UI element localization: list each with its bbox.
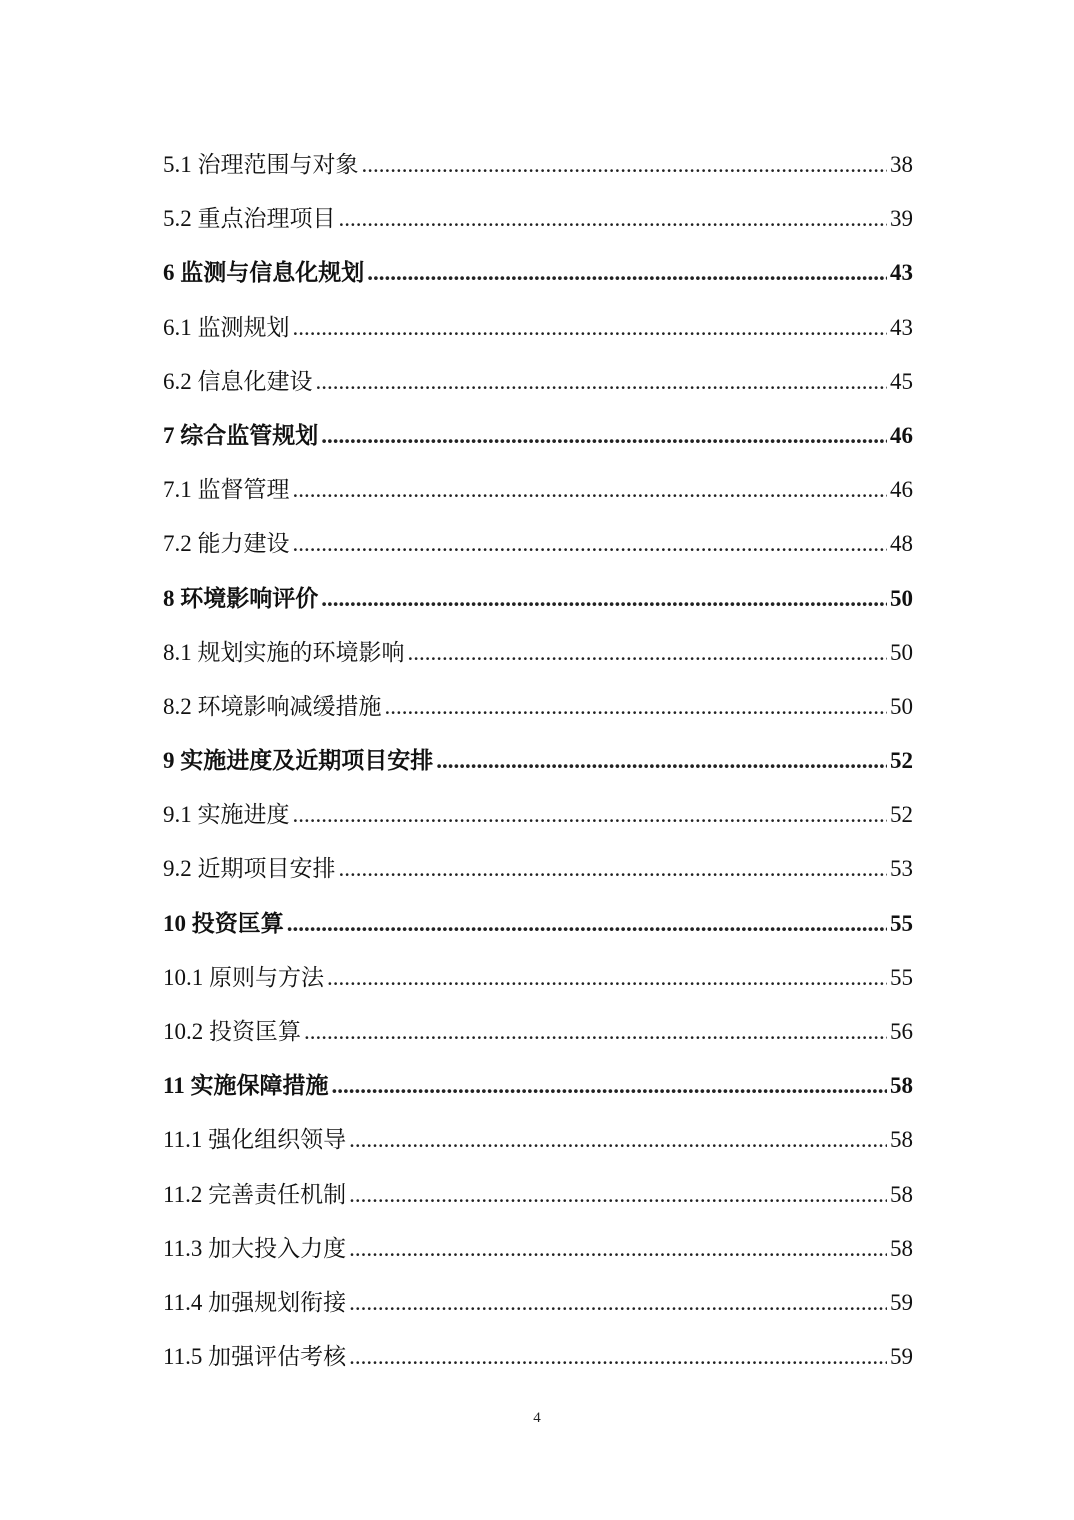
toc-entry-title: 5.1 治理范围与对象 <box>163 152 359 177</box>
toc-entry-title: 11.4 加强规划衔接 <box>163 1289 347 1315</box>
toc-dot-leader <box>367 246 887 300</box>
toc-entry-title: 7.1 监督管理 <box>163 477 290 503</box>
toc-section-entry[interactable] <box>163 355 913 409</box>
table-of-contents <box>163 138 913 1384</box>
toc-section-entry[interactable] <box>163 1330 913 1384</box>
toc-entry-title: 6.1 监测规划 <box>163 314 290 340</box>
toc-dot-leader <box>293 463 888 517</box>
toc-entry-title: 11.5 加强评估考核 <box>163 1344 347 1370</box>
toc-entry-title: 8 环境影响评价 <box>163 585 319 611</box>
toc-chapter-entry[interactable] <box>163 246 913 300</box>
toc-entry-page: 43 <box>890 260 913 286</box>
toc-dot-leader <box>293 301 888 355</box>
toc-section-entry[interactable] <box>163 138 913 192</box>
toc-dot-leader <box>293 517 888 571</box>
toc-entry-page: 58 <box>890 1181 913 1207</box>
toc-section-entry[interactable] <box>163 788 913 842</box>
toc-entry-page: 59 <box>890 1289 913 1315</box>
toc-chapter-entry[interactable] <box>163 897 913 951</box>
toc-entry-title: 9 实施进度及近期项目安排 <box>163 748 434 774</box>
toc-entry-title: 10.2 投资匡算 <box>163 1019 301 1044</box>
toc-chapter-entry[interactable] <box>163 734 913 788</box>
toc-entry-title: 6 监测与信息化规划 <box>163 260 365 286</box>
toc-dot-leader <box>436 734 887 788</box>
toc-dot-leader <box>408 626 888 680</box>
toc-section-entry[interactable] <box>163 517 913 571</box>
toc-section-entry[interactable] <box>163 626 913 680</box>
toc-entry-title: 9.2 近期项目安排 <box>163 856 336 882</box>
toc-entry-title: 10 投资匡算 <box>163 910 284 936</box>
toc-entry-title: 6.2 信息化建设 <box>163 368 313 394</box>
toc-entry-page: 48 <box>890 531 913 557</box>
toc-entry-title: 8.1 规划实施的环境影响 <box>163 639 405 665</box>
toc-dot-leader <box>293 788 888 842</box>
toc-entry-page: 56 <box>890 1019 913 1044</box>
toc-entry-page: 46 <box>890 422 913 448</box>
toc-entry-page: 55 <box>890 964 913 990</box>
toc-section-entry[interactable] <box>163 192 913 246</box>
toc-dot-leader <box>349 1330 887 1384</box>
toc-entry-title: 7 综合监管规划 <box>163 422 319 448</box>
toc-entry-title: 5.2 重点治理项目 <box>163 206 336 232</box>
toc-dot-leader <box>349 1113 887 1167</box>
toc-entry-page: 45 <box>890 368 913 394</box>
toc-section-entry[interactable] <box>163 1005 913 1059</box>
toc-chapter-entry[interactable] <box>163 1059 913 1113</box>
toc-dot-leader <box>339 842 888 896</box>
toc-entry-page: 38 <box>890 152 913 177</box>
toc-dot-leader <box>287 897 887 951</box>
toc-entry-title: 9.1 实施进度 <box>163 802 290 828</box>
toc-dot-leader <box>321 409 887 463</box>
toc-entry-title: 11 实施保障措施 <box>163 1073 329 1099</box>
toc-entry-page: 39 <box>890 206 913 232</box>
toc-entry-title: 11.3 加大投入力度 <box>163 1235 347 1261</box>
page-number: 4 <box>533 1410 541 1426</box>
toc-dot-leader <box>321 572 887 626</box>
toc-entry-page: 52 <box>890 748 913 774</box>
toc-dot-leader <box>349 1168 887 1222</box>
toc-dot-leader <box>304 1005 887 1059</box>
toc-dot-leader <box>349 1276 887 1330</box>
toc-dot-leader <box>349 1222 887 1276</box>
toc-entry-page: 53 <box>890 856 913 882</box>
toc-entry-title: 11.2 完善责任机制 <box>163 1181 347 1207</box>
toc-section-entry[interactable] <box>163 1113 913 1167</box>
toc-entry-page: 46 <box>890 477 913 503</box>
toc-entry-title: 8.2 环境影响减缓措施 <box>163 693 382 719</box>
toc-section-entry[interactable] <box>163 1222 913 1276</box>
toc-chapter-entry[interactable] <box>163 409 913 463</box>
toc-section-entry[interactable] <box>163 951 913 1005</box>
toc-dot-leader <box>362 138 888 192</box>
toc-entry-title: 11.1 强化组织领导 <box>163 1127 347 1153</box>
toc-section-entry[interactable] <box>163 680 913 734</box>
toc-entry-page: 55 <box>890 910 913 936</box>
toc-section-entry[interactable] <box>163 1168 913 1222</box>
toc-dot-leader <box>331 1059 887 1113</box>
toc-entry-page: 50 <box>890 639 913 665</box>
toc-entry-page: 50 <box>890 693 913 719</box>
toc-entry-page: 58 <box>890 1073 913 1099</box>
toc-entry-page: 43 <box>890 314 913 340</box>
toc-dot-leader <box>327 951 887 1005</box>
toc-dot-leader <box>316 355 888 409</box>
toc-entry-page: 52 <box>890 802 913 828</box>
toc-dot-leader <box>385 680 888 734</box>
toc-entry-title: 7.2 能力建设 <box>163 531 290 557</box>
toc-entry-page: 59 <box>890 1344 913 1370</box>
toc-dot-leader <box>339 192 888 246</box>
toc-entry-page: 58 <box>890 1127 913 1153</box>
toc-chapter-entry[interactable] <box>163 572 913 626</box>
toc-section-entry[interactable] <box>163 842 913 896</box>
toc-entry-title: 10.1 原则与方法 <box>163 964 324 990</box>
toc-section-entry[interactable] <box>163 463 913 517</box>
toc-section-entry[interactable] <box>163 1276 913 1330</box>
toc-entry-page: 58 <box>890 1235 913 1261</box>
toc-section-entry[interactable] <box>163 301 913 355</box>
toc-entry-page: 50 <box>890 585 913 611</box>
